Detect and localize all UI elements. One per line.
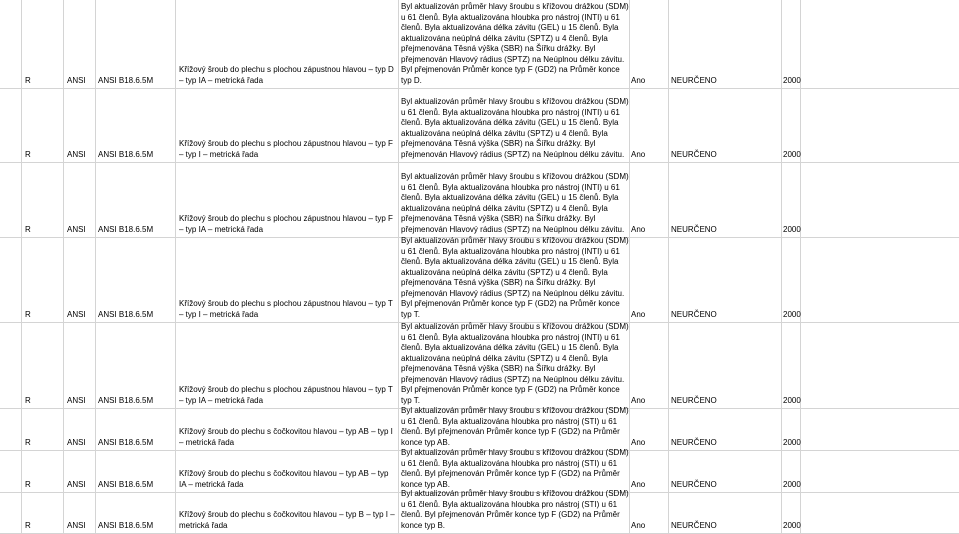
cell-ano: Ano — [631, 309, 646, 319]
cell-status: NEURČENO — [671, 520, 717, 530]
cell-status: NEURČENO — [671, 437, 717, 447]
cell-status: NEURČENO — [671, 479, 717, 489]
cell-r: R — [25, 437, 31, 447]
cell-organization: ANSI — [67, 75, 86, 85]
cell-year: 2000 — [783, 309, 801, 319]
cell-ano: Ano — [631, 149, 646, 159]
cell-r: R — [25, 224, 31, 234]
table-row[interactable] — [0, 450, 959, 493]
cell-description: Byl aktualizován průměr hlavy šroubu s křížovou drážkou (SDM) u 61 členů. Byla aktualizována hloubka pro nástroj (STI) u 61 členů. Byl přejmenován Průměr konce typ F (GD2) na Průměr konce typ AB. — [401, 448, 629, 489]
cell-ano: Ano — [631, 395, 646, 405]
table-row[interactable] — [0, 408, 959, 451]
cell-organization: ANSI — [67, 437, 86, 447]
cell-organization: ANSI — [67, 479, 86, 489]
cell-description: Byl aktualizován průměr hlavy šroubu s křížovou drážkou (SDM) u 61 členů. Byla aktualizována hloubka pro nástroj (INTI) u 61 členů. Byla aktualizována délka závitu (GEL) u 15 členů. Byla aktualizována neúplná délka závitu (SPTZ) u 4 členů. Byla přejmenována Těsná výška (SBR) na Šířku drážky. Byl přejmenován Hlavový rádius (SPTZ) na Neúplnou délku závitu. Byl přejmenován Průměr konce typ F (GD2) na Průměr konce typ T. — [401, 236, 629, 319]
cell-r: R — [25, 520, 31, 530]
cell-standard: ANSI B18.6.5M — [98, 75, 154, 85]
cell-name: Křížový šroub do plechu s plochou zápustnou hlavou – typ F – typ I – metrická řada — [179, 139, 393, 159]
cell-year: 2000 — [783, 75, 801, 85]
cell-status: NEURČENO — [671, 149, 717, 159]
cell-status: NEURČENO — [671, 309, 717, 319]
cell-standard: ANSI B18.6.5M — [98, 479, 154, 489]
cell-organization: ANSI — [67, 395, 86, 405]
cell-status: NEURČENO — [671, 75, 717, 85]
cell-standard: ANSI B18.6.5M — [98, 224, 154, 234]
cell-name: Křížový šroub do plechu s plochou zápustnou hlavou – typ D – typ IA – metrická řada — [179, 65, 394, 85]
cell-name: Křížový šroub do plechu s plochou zápustnou hlavou – typ T – typ IA – metrická řada — [179, 385, 393, 405]
cell-status: NEURČENO — [671, 395, 717, 405]
cell-r: R — [25, 395, 31, 405]
cell-name: Křížový šroub do plechu s plochou zápustnou hlavou – typ F – typ IA – metrická řada — [179, 214, 393, 234]
cell-name: Křížový šroub do plechu s čočkovitou hlavou – typ AB – typ I – metrická řada — [179, 427, 393, 447]
cell-description: Byl aktualizován průměr hlavy šroubu s křížovou drážkou (SDM) u 61 členů. Byla aktualizována hloubka pro nástroj (STI) u 61 členů. Byl přejmenován Průměr konce typ F (GD2) na Průměr konce typ B. — [401, 489, 629, 530]
cell-year: 2000 — [783, 437, 801, 447]
cell-ano: Ano — [631, 520, 646, 530]
cell-description: Byl aktualizován průměr hlavy šroubu s křížovou drážkou (SDM) u 61 členů. Byla aktualizována hloubka pro nástroj (INTI) u 61 členů. Byla aktualizována délka závitu (GEL) u 15 členů. Byla aktualizována neúplná délka závitu (SPTZ) u 4 členů. Byla přejmenována Těsná výška (SBR) na Šířku drážky. Byl přejmenován Hlavový rádius (SPTZ) na Neúplnou délku závitu. Byl přejmenován Průměr konce typ F (GD2) na Průměr konce typ T. — [401, 322, 629, 405]
cell-organization: ANSI — [67, 224, 86, 234]
cell-description: Byl aktualizován průměr hlavy šroubu s křížovou drážkou (SDM) u 61 členů. Byla aktualizována hloubka pro nástroj (INTI) u 61 členů. Byla aktualizována délka závitu (GEL) u 15 členů. Byla aktualizována neúplná délka závitu (SPTZ) u 4 členů. Byla přejmenována Těsná výška (SBR) na Šířku drážky. Byl přejmenován Hlavový rádius (SPTZ) na Neúplnou délku závitu. — [401, 172, 629, 234]
cell-description: Byl aktualizován průměr hlavy šroubu s křížovou drážkou (SDM) u 61 členů. Byla aktualizována hloubka pro nástroj (INTI) u 61 členů. Byla aktualizována délka závitu (GEL) u 15 členů. Byla aktualizována neúplná délka závitu (SPTZ) u 4 členů. Byla přejmenována Těsná výška (SBR) na Šířku drážky. Byl přejmenován Hlavový rádius (SPTZ) na Neúplnou délku závitu. — [401, 97, 629, 159]
table-row[interactable] — [0, 489, 959, 534]
cell-ano: Ano — [631, 224, 646, 234]
table-row[interactable] — [0, 322, 959, 409]
cell-year: 2000 — [783, 224, 801, 234]
cell-name: Křížový šroub do plechu s čočkovitou hlavou – typ B – typ I – metrická řada — [179, 510, 395, 530]
cell-name: Křížový šroub do plechu s čočkovitou hlavou – typ AB – typ IA – metrická řada — [179, 469, 389, 489]
cell-standard: ANSI B18.6.5M — [98, 437, 154, 447]
cell-description: Byl aktualizován průměr hlavy šroubu s křížovou drážkou (SDM) u 61 členů. Byla aktualizována hloubka pro nástroj (STI) u 61 členů. Byl přejmenován Průměr konce typ F (GD2) na Průměr konce typ AB. — [401, 406, 629, 447]
cell-ano: Ano — [631, 437, 646, 447]
table-row[interactable] — [0, 0, 959, 89]
table-row[interactable] — [0, 88, 959, 163]
cell-organization: ANSI — [67, 520, 86, 530]
cell-standard: ANSI B18.6.5M — [98, 395, 154, 405]
cell-r: R — [25, 309, 31, 319]
cell-name: Křížový šroub do plechu s plochou zápustnou hlavou – typ T – typ I – metrická řada — [179, 299, 393, 319]
cell-organization: ANSI — [67, 149, 86, 159]
cell-description: Byl aktualizován průměr hlavy šroubu s křížovou drážkou (SDM) u 61 členů. Byla aktualizována hloubka pro nástroj (INTI) u 61 členů. Byla aktualizována délka závitu (GEL) u 15 členů. Byla aktualizována neúplná délka závitu (SPTZ) u 4 členů. Byla přejmenována Těsná výška (SBR) na Šířku drážky. Byl přejmenován Hlavový rádius (SPTZ) na Neúplnou délku závitu. Byl přejmenován Průměr konce typ F (GD2) na Průměr konce typ D. — [401, 2, 629, 85]
cell-r: R — [25, 75, 31, 85]
cell-ano: Ano — [631, 75, 646, 85]
cell-standard: ANSI B18.6.5M — [98, 149, 154, 159]
cell-year: 2000 — [783, 520, 801, 530]
cell-standard: ANSI B18.6.5M — [98, 309, 154, 319]
cell-year: 2000 — [783, 395, 801, 405]
cell-ano: Ano — [631, 479, 646, 489]
cell-standard: ANSI B18.6.5M — [98, 520, 154, 530]
table-row[interactable] — [0, 162, 959, 238]
cell-r: R — [25, 149, 31, 159]
cell-status: NEURČENO — [671, 224, 717, 234]
cell-year: 2000 — [783, 479, 801, 489]
cell-organization: ANSI — [67, 309, 86, 319]
cell-r: R — [25, 479, 31, 489]
cell-year: 2000 — [783, 149, 801, 159]
table-row[interactable] — [0, 237, 959, 323]
